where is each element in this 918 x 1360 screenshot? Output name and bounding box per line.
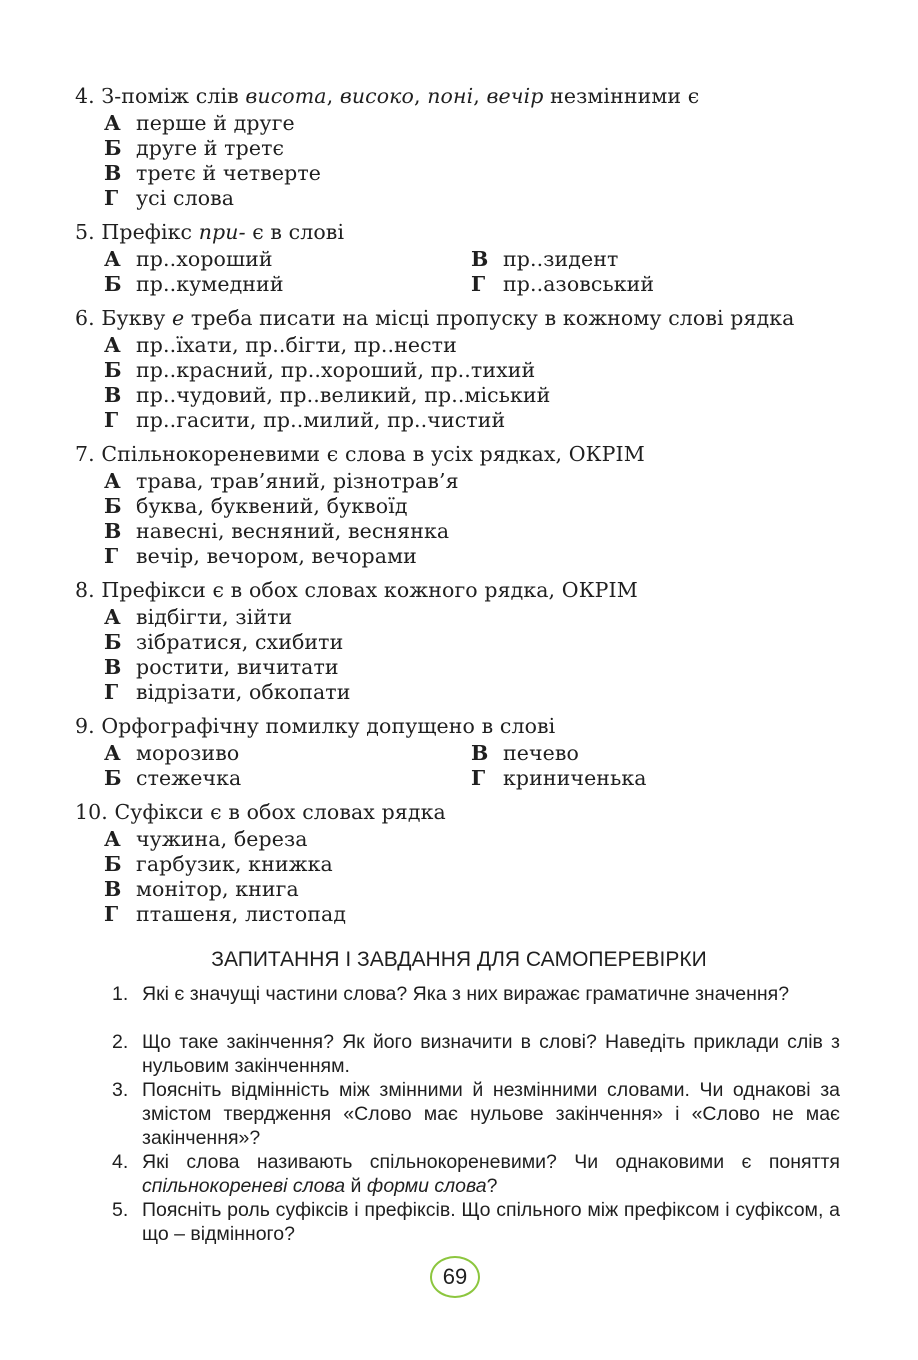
q6-option-a (104, 333, 457, 357)
option-text: пр..гасити, пр..милий, пр..чистий (136, 408, 506, 432)
question-10: 10. Суфікси є в обох словах рядка (75, 800, 446, 824)
item-number: 5. (112, 1199, 129, 1221)
q8-option-c (104, 655, 339, 679)
q6-text: 6. Букву (75, 306, 173, 330)
option-letter: Б (104, 630, 122, 654)
q4-word: поні (427, 84, 474, 108)
self-check-item-3 (112, 1078, 840, 1150)
item-text-part: Які слова називають спільнокореневими? Чи однаковими є поняття (142, 1151, 840, 1173)
q10-option-d (104, 902, 346, 926)
q5-word: при- (198, 220, 246, 244)
item-number: 4. (112, 1151, 129, 1173)
option-text: пташеня, листопад (136, 902, 347, 926)
option-letter: А (104, 469, 121, 493)
q6-option-b (104, 358, 535, 382)
option-letter: Б (104, 852, 122, 876)
q10-option-b (104, 852, 333, 876)
q4-sep: , (413, 84, 428, 108)
option-text: перше й друге (136, 111, 295, 135)
option-letter: Б (104, 494, 122, 518)
item-text: Поясніть роль суфіксів і префіксів. Що спільного між префіксом і суфіксом, а що – відмінного? (142, 1199, 840, 1245)
q6-option-c (104, 383, 550, 407)
q4-word: вечір (486, 84, 544, 108)
item-text-part: ? (486, 1175, 498, 1197)
q7-option-c (104, 519, 449, 543)
option-text: пр..їхати, пр..бігти, пр..нести (136, 333, 457, 357)
question-8: 8. Префікси є в обох словах кожного рядка, ОКРІМ (75, 578, 638, 602)
q6-text: треба писати на місці пропуску в кожному слові рядка (184, 306, 795, 330)
q4-option-c (104, 161, 321, 185)
q4-sep: , (326, 84, 340, 108)
q8-option-a (104, 605, 292, 629)
option-letter: А (104, 333, 121, 357)
option-letter: В (104, 877, 122, 901)
option-text: трава, трав’яний, різнотрав’я (136, 469, 459, 493)
option-text: криниченька (503, 766, 647, 790)
option-text: морозиво (136, 741, 240, 765)
q5-option-d (471, 272, 654, 296)
option-letter: А (104, 827, 121, 851)
q9-option-d (471, 766, 647, 790)
option-text: пр..зидент (503, 247, 619, 271)
option-text: монітор, книга (136, 877, 299, 901)
option-text: усі слова (136, 186, 235, 210)
option-letter: Б (104, 358, 122, 382)
option-text: пр..красний, пр..хороший, пр..тихий (136, 358, 536, 382)
option-text: гарбузик, книжка (136, 852, 333, 876)
option-letter: В (104, 161, 122, 185)
self-check-item-2 (112, 1030, 840, 1078)
option-text: пр..чудовий, пр..великий, пр..міський (136, 383, 551, 407)
q5-option-b (104, 272, 284, 296)
q7-option-b (104, 494, 408, 518)
item-text: Поясніть відмінність між змінними й незмінними словами. Чи однакові за змістом твердження «Слово має нульове закінчення» і «Слово не має закінчення»? (142, 1079, 840, 1149)
self-check-item-4 (112, 1150, 840, 1198)
option-text: пр..азовський (503, 272, 655, 296)
option-text: стежечка (136, 766, 242, 790)
item-number: 1. (112, 983, 129, 1005)
q4-text: 4. З-поміж слів (75, 84, 246, 108)
item-text: Які є значущі частини слова? Яка з них виражає граматичне значення? (142, 983, 790, 1005)
option-letter: В (104, 655, 122, 679)
option-text: друге й третє (136, 136, 285, 160)
q4-option-d (104, 186, 234, 210)
q5-text: 5. Префікс (75, 220, 199, 244)
option-letter: А (104, 741, 121, 765)
option-letter: В (104, 383, 122, 407)
option-letter: В (471, 247, 489, 271)
q4-word: висота (245, 84, 327, 108)
question-7: 7. Спільнокореневими є слова в усіх рядках, ОКРІМ (75, 442, 645, 466)
option-text: буква, буквений, буквоїд (136, 494, 408, 518)
option-text: третє й четверте (136, 161, 322, 185)
option-letter: Б (104, 272, 122, 296)
item-text: Що таке закінчення? Як його визначити в слові? Наведіть приклади слів з нульовим закінченням. (142, 1031, 840, 1077)
option-letter: Г (104, 902, 119, 926)
self-check-heading: ЗАПИТАННЯ І ЗАВДАННЯ ДЛЯ САМОПЕРЕВІРКИ (211, 948, 707, 971)
q10-option-c (104, 877, 299, 901)
option-text: печево (503, 741, 579, 765)
q10-option-a (104, 827, 308, 851)
item-text (142, 1150, 840, 1198)
q9-option-b (104, 766, 241, 790)
question-4 (75, 84, 699, 108)
item-number: 2. (112, 1031, 129, 1053)
q7-option-d (104, 544, 417, 568)
option-text: пр..хороший (136, 247, 273, 271)
option-letter: Г (104, 408, 119, 432)
q4-option-b (104, 136, 284, 160)
option-letter: В (471, 741, 489, 765)
option-letter: Г (471, 272, 486, 296)
q4-sep: , (473, 84, 487, 108)
q5-option-c (471, 247, 618, 271)
option-text: відрізати, обкопати (136, 680, 351, 704)
item-term: спільнокореневі слова (142, 1175, 346, 1197)
q9-option-c (471, 741, 579, 765)
q5-text: є в слові (245, 220, 345, 244)
q9-option-a (104, 741, 239, 765)
item-term: форми слова (366, 1175, 487, 1197)
option-letter: А (104, 605, 121, 629)
q6-word: е (172, 306, 185, 330)
q6-option-d (104, 408, 505, 432)
option-text: вечір, вечором, вечорами (136, 544, 417, 568)
item-number: 3. (112, 1079, 129, 1101)
option-text: навесні, весняний, веснянка (136, 519, 450, 543)
option-text: зібратися, схибити (136, 630, 344, 654)
option-letter: Б (104, 766, 122, 790)
option-letter: А (104, 247, 121, 271)
q4-word: високо (339, 84, 414, 108)
question-6 (75, 306, 794, 330)
option-text: відбігти, зійти (136, 605, 293, 629)
question-9: 9. Орфографічну помилку допущено в слові (75, 714, 556, 738)
q4-text: незмінними є (543, 84, 700, 108)
option-letter: А (104, 111, 121, 135)
option-letter: Г (471, 766, 486, 790)
q8-option-b (104, 630, 343, 654)
option-letter: В (104, 519, 122, 543)
q4-option-a (104, 111, 295, 135)
self-check-item-1 (112, 982, 840, 1006)
option-letter: Г (104, 544, 119, 568)
page-number: 69 (430, 1256, 480, 1298)
option-text: пр..кумедний (136, 272, 284, 296)
question-5 (75, 220, 344, 244)
q8-option-d (104, 680, 350, 704)
option-text: чужина, береза (136, 827, 308, 851)
option-letter: Г (104, 186, 119, 210)
q7-option-a (104, 469, 459, 493)
option-text: ростити, вичитати (136, 655, 339, 679)
item-text-part: й (345, 1175, 367, 1197)
q5-option-a (104, 247, 273, 271)
option-letter: Б (104, 136, 122, 160)
self-check-item-5 (112, 1198, 840, 1246)
option-letter: Г (104, 680, 119, 704)
